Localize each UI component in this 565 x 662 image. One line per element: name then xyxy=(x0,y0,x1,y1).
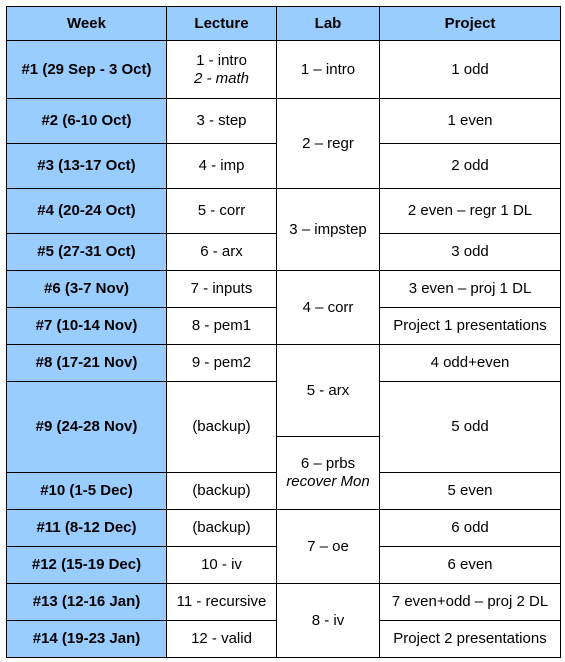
table-row xyxy=(7,584,561,621)
lecture-cell: 6 - arx xyxy=(167,234,277,271)
lab-cell: 1 – intro xyxy=(277,41,380,99)
project-cell: 4 odd+even xyxy=(380,345,561,382)
table-row xyxy=(7,189,561,234)
lecture-cell: (backup) xyxy=(167,473,277,510)
table-row xyxy=(7,510,561,547)
lab-cell: 7 – oe xyxy=(277,510,380,584)
project-cell: 3 odd xyxy=(380,234,561,271)
lecture-cell: 12 - valid xyxy=(167,621,277,658)
lab-cell: 8 - iv xyxy=(277,584,380,658)
week-cell: #11 (8-12 Dec) xyxy=(7,510,167,547)
project-cell: Project 1 presentations xyxy=(380,308,561,345)
lecture-cell: 3 - step xyxy=(167,99,277,144)
lab-line-italic: recover Mon xyxy=(286,473,370,490)
project-cell: 3 even – proj 1 DL xyxy=(380,271,561,308)
project-cell: 1 odd xyxy=(380,41,561,99)
lecture-cell: 8 - pem1 xyxy=(167,308,277,345)
lab-cell xyxy=(277,437,380,510)
lecture-cell xyxy=(167,41,277,99)
lecture-line: 1 - intro xyxy=(196,51,247,69)
lab-cell: 3 – impstep xyxy=(277,189,380,271)
week-cell: #2 (6-10 Oct) xyxy=(7,99,167,144)
lecture-cell: 4 - imp xyxy=(167,144,277,189)
project-cell: 5 odd xyxy=(380,382,561,473)
table-row xyxy=(7,99,561,144)
week-cell: #14 (19-23 Jan) xyxy=(7,621,167,658)
lecture-cell: (backup) xyxy=(167,382,277,473)
header-row xyxy=(7,7,561,41)
project-cell: 6 odd xyxy=(380,510,561,547)
week-cell: #9 (24-28 Nov) xyxy=(7,382,167,473)
week-cell: #6 (3-7 Nov) xyxy=(7,271,167,308)
week-cell: #4 (20-24 Oct) xyxy=(7,189,167,234)
lab-cell: 5 - arx xyxy=(277,345,380,437)
lab-cell: 4 – corr xyxy=(277,271,380,345)
lecture-cell: (backup) xyxy=(167,510,277,547)
lecture-cell: 9 - pem2 xyxy=(167,345,277,382)
table-row xyxy=(7,345,561,382)
week-cell: #1 (29 Sep - 3 Oct) xyxy=(7,41,167,99)
header-lecture: Lecture xyxy=(167,7,277,41)
week-cell: #5 (27-31 Oct) xyxy=(7,234,167,271)
lab-cell: 2 – regr xyxy=(277,99,380,189)
project-cell: 6 even xyxy=(380,547,561,584)
lab-line: 6 – prbs xyxy=(300,455,356,472)
week-cell: #13 (12-16 Jan) xyxy=(7,584,167,621)
table-row xyxy=(7,41,561,99)
project-cell: 2 even – regr 1 DL xyxy=(380,189,561,234)
lecture-cell: 10 - iv xyxy=(167,547,277,584)
project-cell: 2 odd xyxy=(380,144,561,189)
week-cell: #8 (17-21 Nov) xyxy=(7,345,167,382)
project-cell: 7 even+odd – proj 2 DL xyxy=(380,584,561,621)
week-cell: #12 (15-19 Dec) xyxy=(7,547,167,584)
project-cell: 5 even xyxy=(380,473,561,510)
table-row xyxy=(7,271,561,308)
header-project: Project xyxy=(380,7,561,41)
lecture-line-italic: 2 - math xyxy=(193,69,250,87)
project-cell: Project 2 presentations xyxy=(380,621,561,658)
week-cell: #3 (13-17 Oct) xyxy=(7,144,167,189)
project-cell: 1 even xyxy=(380,99,561,144)
header-week: Week xyxy=(7,7,167,41)
lecture-cell: 5 - corr xyxy=(167,189,277,234)
schedule-table xyxy=(6,6,561,658)
header-lab: Lab xyxy=(277,7,380,41)
lecture-cell: 11 - recursive xyxy=(167,584,277,621)
lecture-cell: 7 - inputs xyxy=(167,271,277,308)
week-cell: #10 (1-5 Dec) xyxy=(7,473,167,510)
week-cell: #7 (10-14 Nov) xyxy=(7,308,167,345)
